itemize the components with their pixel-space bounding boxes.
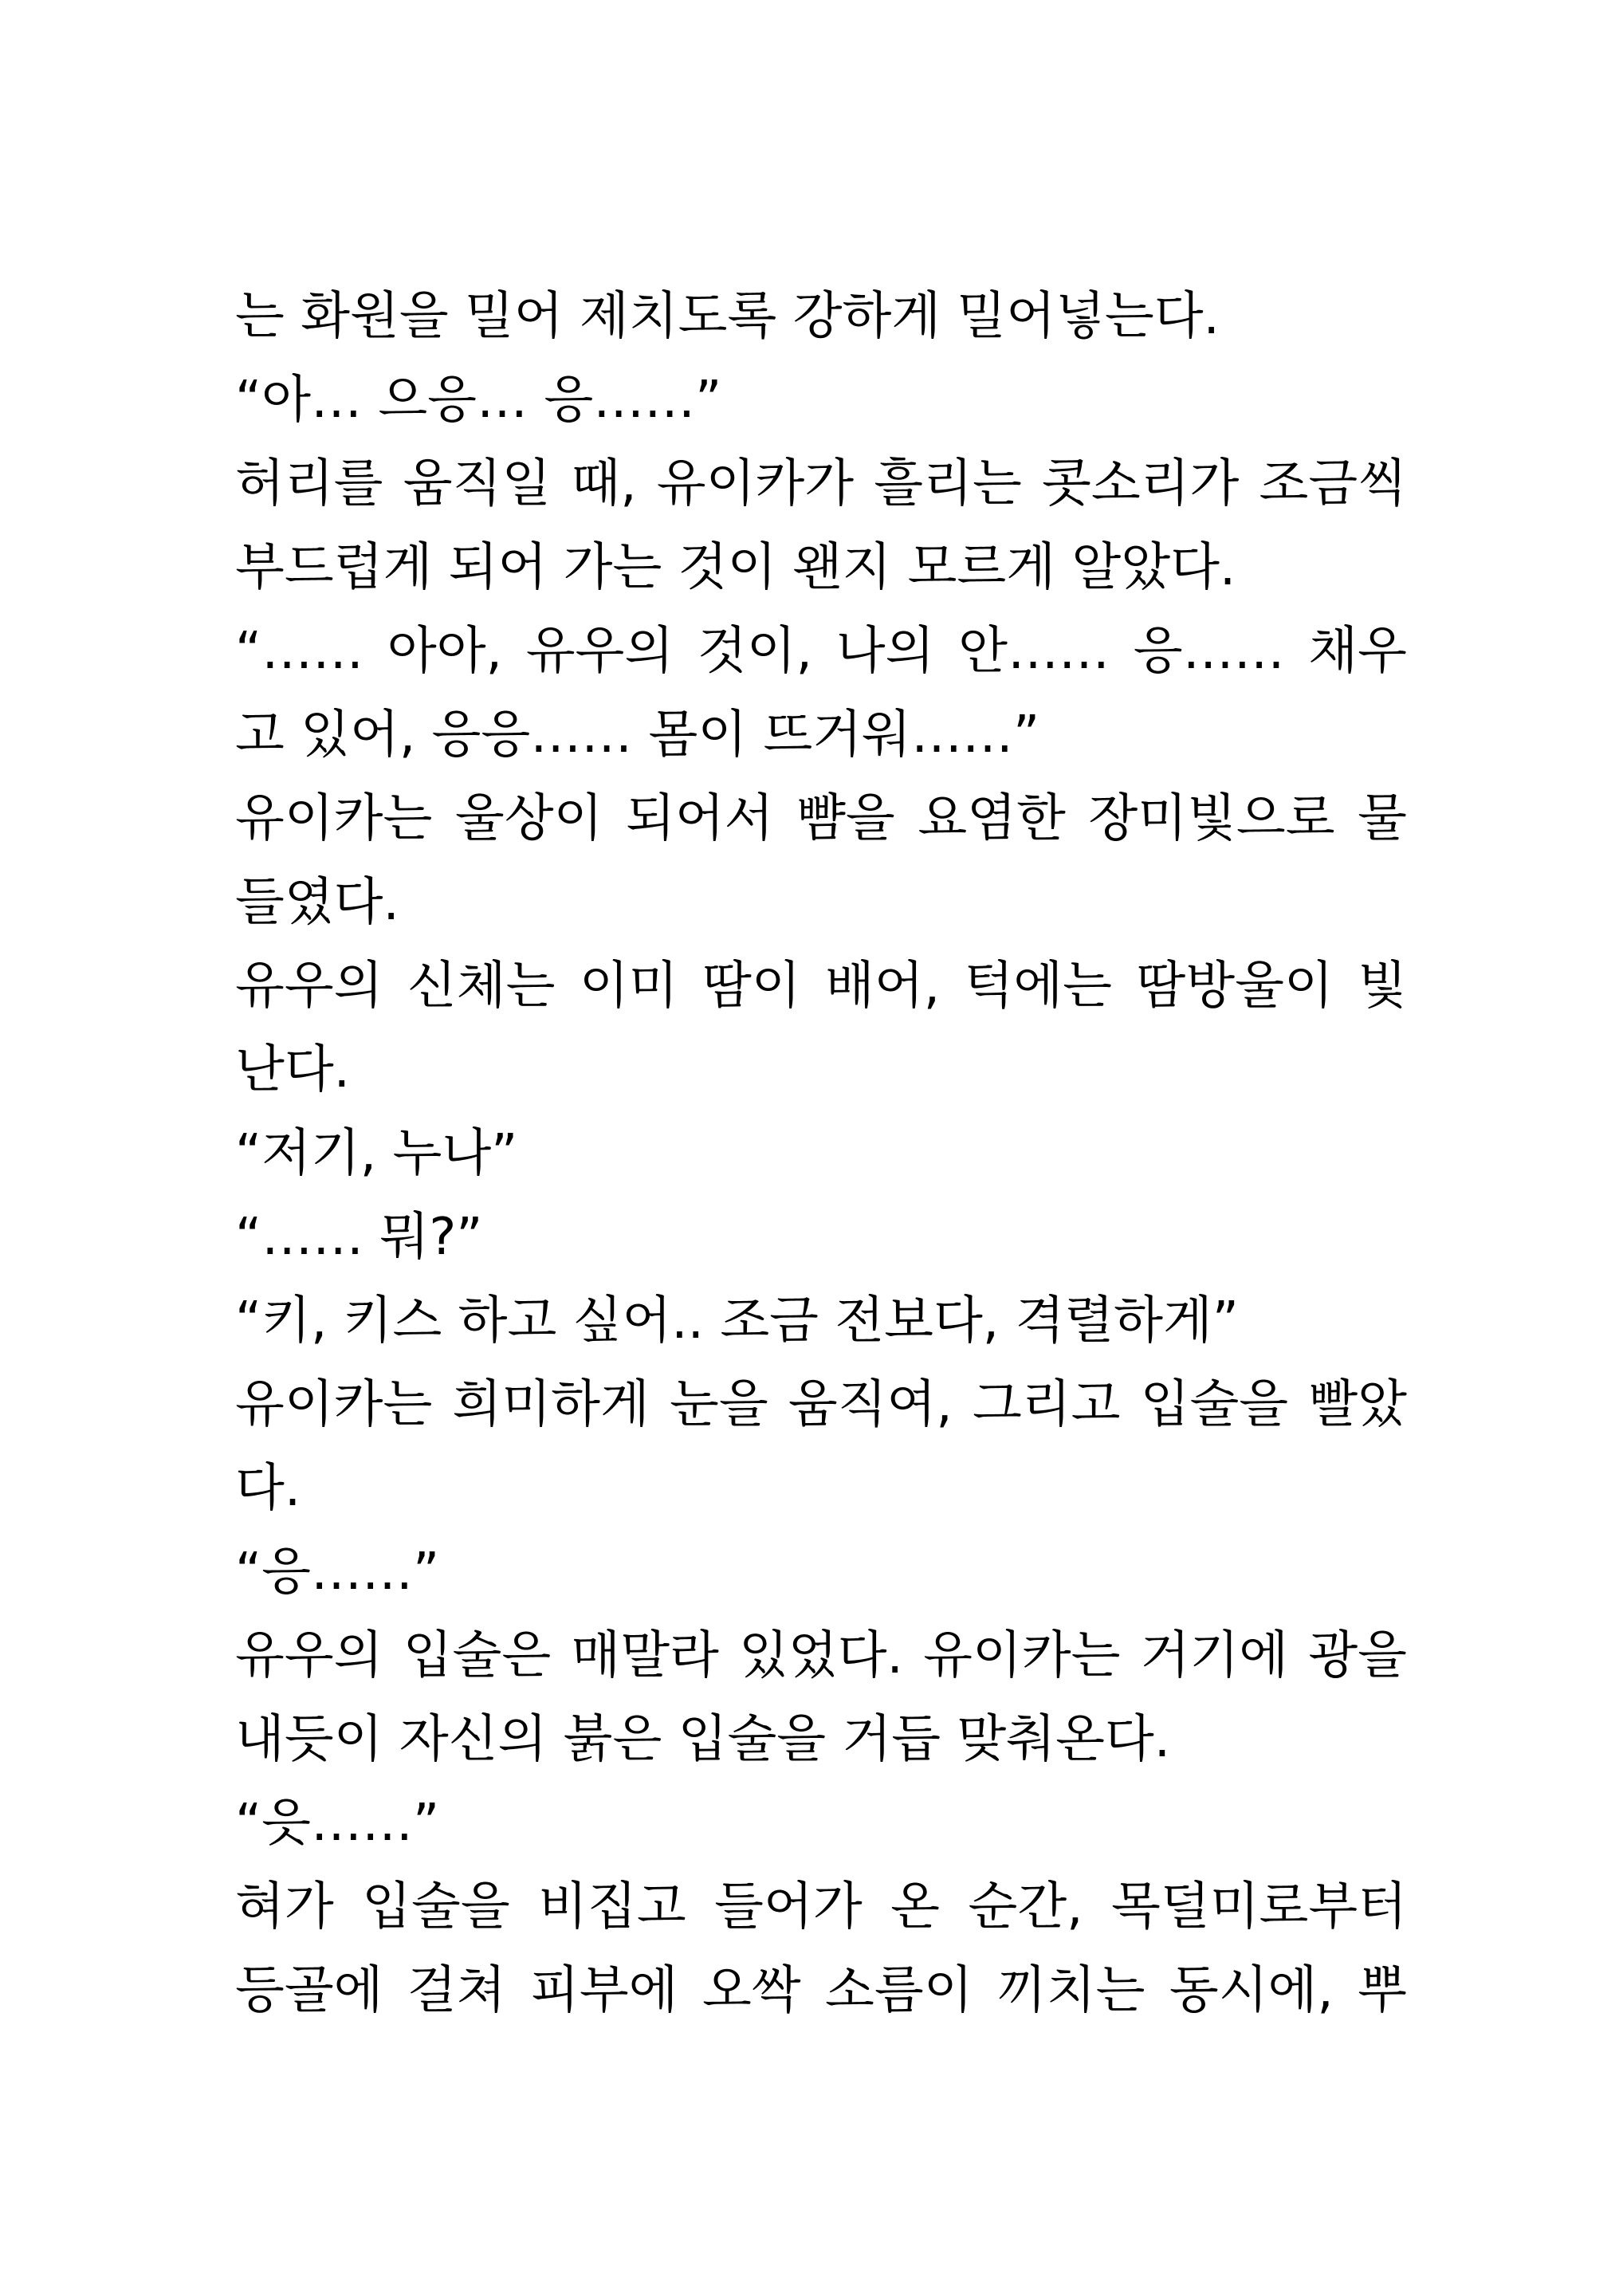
text-line: “읏……” bbox=[235, 1794, 440, 1853]
text-line: 다. bbox=[235, 1459, 301, 1518]
text-line: 부드럽게 되어 가는 것이 왠지 모르게 알았다. bbox=[235, 538, 1236, 597]
text-line: “…… 뭐?” bbox=[235, 1208, 483, 1267]
text-line: “저기, 누나” bbox=[235, 1124, 518, 1183]
body-text bbox=[235, 275, 1407, 2033]
text-line: “응……” bbox=[235, 1543, 440, 1602]
text-line: 혀가 입술을 비집고 들어가 온 순간, 목덜미로부터 bbox=[235, 1877, 1407, 1936]
text-line: 유우의 신체는 이미 땀이 배어, 턱에는 땀방울이 빛 bbox=[235, 957, 1407, 1016]
text-line: 등골에 걸쳐 피부에 오싹 소름이 끼치는 동시에, 뿌 bbox=[235, 1961, 1407, 2020]
text-line: 유우의 입술은 매말라 있었다. 유이카는 거기에 광을 bbox=[235, 1626, 1407, 1685]
text-line: 허리를 움직일 때, 유이카가 흘리는 콧소리가 조금씩 bbox=[235, 454, 1407, 513]
text-line: 내듯이 자신의 붉은 입술을 거듭 맞춰온다. bbox=[235, 1710, 1171, 1769]
text-line: “…… 아아, 유우의 것이, 나의 안…… 응…… 채우 bbox=[235, 622, 1407, 681]
text-line: 유이카는 울상이 되어서 뺨을 요염한 장미빛으로 물 bbox=[235, 789, 1407, 848]
text-line: 들였다. bbox=[235, 873, 399, 932]
text-line: 는 화원을 밀어 제치도록 강하게 밀어넣는다. bbox=[235, 287, 1220, 346]
text-line: 유이카는 희미하게 눈을 움직여, 그리고 입술을 빨았 bbox=[235, 1375, 1407, 1434]
text-line: 난다. bbox=[235, 1040, 350, 1099]
text-line: 고 있어, 응응…… 몸이 뜨거워……” bbox=[235, 706, 1040, 765]
text-line: “키, 키스 하고 싶어.. 조금 전보다, 격렬하게” bbox=[235, 1292, 1239, 1350]
text-line: “아… 으응… 응……” bbox=[235, 371, 722, 430]
